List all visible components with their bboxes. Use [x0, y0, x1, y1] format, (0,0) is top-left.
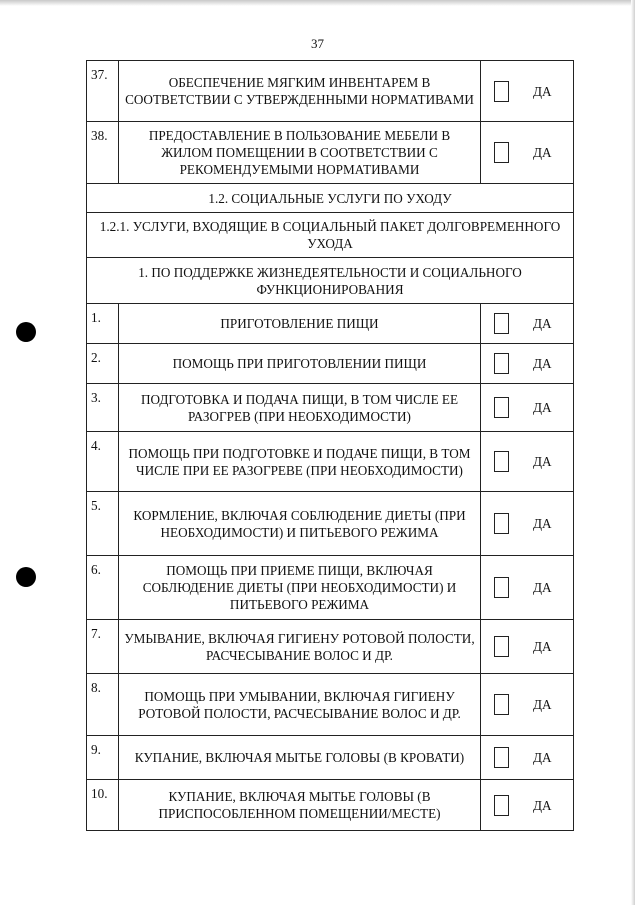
service-description: УМЫВАНИЕ, ВКЛЮЧАЯ ГИГИЕНУ РОТОВОЙ ПОЛОСТИ, РАСЧЕСЫВАНИЕ ВОЛОС И ДР.: [119, 620, 481, 674]
answer-wrap: [481, 313, 573, 334]
item-number: 38.: [87, 122, 119, 184]
service-row: [87, 432, 574, 492]
answer-cell: [481, 556, 574, 620]
answer-wrap: [481, 795, 573, 816]
answer-cell: [481, 492, 574, 556]
yes-checkbox[interactable]: [494, 636, 509, 657]
answer-wrap: [481, 513, 573, 534]
section-header-row: [87, 258, 574, 304]
item-number: 9.: [87, 736, 119, 780]
service-row: [87, 736, 574, 780]
answer-cell: [481, 780, 574, 831]
punch-hole-bottom: [16, 567, 36, 587]
yes-checkbox[interactable]: [494, 513, 509, 534]
yes-label: ДА: [533, 639, 552, 654]
yes-label: ДА: [533, 697, 552, 712]
service-description: КУПАНИЕ, ВКЛЮЧАЯ МЫТЬЕ ГОЛОВЫ (В ПРИСПОСОБЛЕННОМ ПОМЕЩЕНИИ/МЕСТЕ): [119, 780, 481, 831]
punch-hole-top: [16, 322, 36, 342]
yes-label: ДА: [533, 454, 552, 469]
section-header-row: [87, 213, 574, 258]
service-row: [87, 304, 574, 344]
service-row: [87, 556, 574, 620]
service-row: [87, 780, 574, 831]
answer-cell: [481, 384, 574, 432]
yes-label: ДА: [533, 145, 552, 160]
service-row: [87, 344, 574, 384]
service-row: [87, 674, 574, 736]
item-number: 1.: [87, 304, 119, 344]
section-heading: 1.2.1. УСЛУГИ, ВХОДЯЩИЕ В СОЦИАЛЬНЫЙ ПАКЕТ ДОЛГОВРЕМЕННОГО УХОДА: [87, 213, 574, 258]
yes-label: ДА: [533, 356, 552, 371]
answer-wrap: [481, 81, 573, 102]
service-row: [87, 492, 574, 556]
item-number: 4.: [87, 432, 119, 492]
item-number: 10.: [87, 780, 119, 831]
item-number: 3.: [87, 384, 119, 432]
answer-cell: [481, 344, 574, 384]
service-description: ПОМОЩЬ ПРИ ПОДГОТОВКЕ И ПОДАЧЕ ПИЩИ, В ТОМ ЧИСЛЕ ПРИ ЕЕ РАЗОГРЕВЕ (ПРИ НЕОБХОДИМОСТИ): [119, 432, 481, 492]
item-number: 37.: [87, 61, 119, 122]
yes-checkbox[interactable]: [494, 795, 509, 816]
yes-label: ДА: [533, 580, 552, 595]
answer-cell: [481, 304, 574, 344]
answer-wrap: [481, 694, 573, 715]
item-number: 2.: [87, 344, 119, 384]
answer-wrap: [481, 636, 573, 657]
yes-checkbox[interactable]: [494, 451, 509, 472]
section-header-row: [87, 184, 574, 213]
answer-cell: [481, 61, 574, 122]
item-number: 6.: [87, 556, 119, 620]
service-description: ПОМОЩЬ ПРИ УМЫВАНИИ, ВКЛЮЧАЯ ГИГИЕНУ РОТОВОЙ ПОЛОСТИ, РАСЧЕСЫВАНИЕ ВОЛОС И ДР.: [119, 674, 481, 736]
section-heading: 1. ПО ПОДДЕРЖКЕ ЖИЗНЕДЕЯТЕЛЬНОСТИ И СОЦИАЛЬНОГО ФУНКЦИОНИРОВАНИЯ: [87, 258, 574, 304]
answer-cell: [481, 674, 574, 736]
service-description: ПОДГОТОВКА И ПОДАЧА ПИЩИ, В ТОМ ЧИСЛЕ ЕЕ РАЗОГРЕВ (ПРИ НЕОБХОДИМОСТИ): [119, 384, 481, 432]
page-number: 37: [311, 36, 324, 51]
service-description: КОРМЛЕНИЕ, ВКЛЮЧАЯ СОБЛЮДЕНИЕ ДИЕТЫ (ПРИ НЕОБХОДИМОСТИ) И ПИТЬЕВОГО РЕЖИМА: [119, 492, 481, 556]
answer-wrap: [481, 747, 573, 768]
answer-cell: [481, 736, 574, 780]
service-row: [87, 384, 574, 432]
service-row: [87, 620, 574, 674]
scan-edge-top: [0, 0, 635, 6]
yes-label: ДА: [533, 750, 552, 765]
yes-label: ДА: [533, 516, 552, 531]
services-table-body: [87, 61, 574, 831]
yes-label: ДА: [533, 316, 552, 331]
answer-wrap: [481, 353, 573, 374]
service-description: ПОМОЩЬ ПРИ ПРИЕМЕ ПИЩИ, ВКЛЮЧАЯ СОБЛЮДЕНИЕ ДИЕТЫ (ПРИ НЕОБХОДИМОСТИ) И ПИТЬЕВОГО РЕЖИМА: [119, 556, 481, 620]
yes-checkbox[interactable]: [494, 694, 509, 715]
answer-wrap: [481, 577, 573, 598]
answer-cell: [481, 122, 574, 184]
answer-cell: [481, 432, 574, 492]
yes-checkbox[interactable]: [494, 353, 509, 374]
service-row: [87, 61, 574, 122]
yes-checkbox[interactable]: [494, 577, 509, 598]
service-row: [87, 122, 574, 184]
item-number: 7.: [87, 620, 119, 674]
service-description: ОБЕСПЕЧЕНИЕ МЯГКИМ ИНВЕНТАРЕМ В СООТВЕТСТВИИ С УТВЕРЖДЕННЫМИ НОРМАТИВАМИ: [119, 61, 481, 122]
service-description: ПРИГОТОВЛЕНИЕ ПИЩИ: [119, 304, 481, 344]
scan-edge-right: [631, 0, 635, 905]
answer-cell: [481, 620, 574, 674]
service-description: ПРЕДОСТАВЛЕНИЕ В ПОЛЬЗОВАНИЕ МЕБЕЛИ В ЖИЛОМ ПОМЕЩЕНИИ В СООТВЕТСТВИИ С РЕКОМЕНДУЕМЫМИ НОРМАТИВАМИ: [119, 122, 481, 184]
answer-wrap: [481, 397, 573, 418]
answer-wrap: [481, 142, 573, 163]
yes-checkbox[interactable]: [494, 313, 509, 334]
answer-wrap: [481, 451, 573, 472]
services-table: [86, 60, 574, 831]
yes-label: ДА: [533, 400, 552, 415]
yes-checkbox[interactable]: [494, 747, 509, 768]
yes-checkbox[interactable]: [494, 81, 509, 102]
service-description: КУПАНИЕ, ВКЛЮЧАЯ МЫТЬЕ ГОЛОВЫ (В КРОВАТИ): [119, 736, 481, 780]
section-heading: 1.2. СОЦИАЛЬНЫЕ УСЛУГИ ПО УХОДУ: [87, 184, 574, 213]
yes-label: ДА: [533, 797, 552, 813]
item-number: 5.: [87, 492, 119, 556]
yes-label: ДА: [533, 83, 552, 99]
yes-checkbox[interactable]: [494, 397, 509, 418]
service-description: ПОМОЩЬ ПРИ ПРИГОТОВЛЕНИИ ПИЩИ: [119, 344, 481, 384]
item-number: 8.: [87, 674, 119, 736]
yes-checkbox[interactable]: [494, 142, 509, 163]
